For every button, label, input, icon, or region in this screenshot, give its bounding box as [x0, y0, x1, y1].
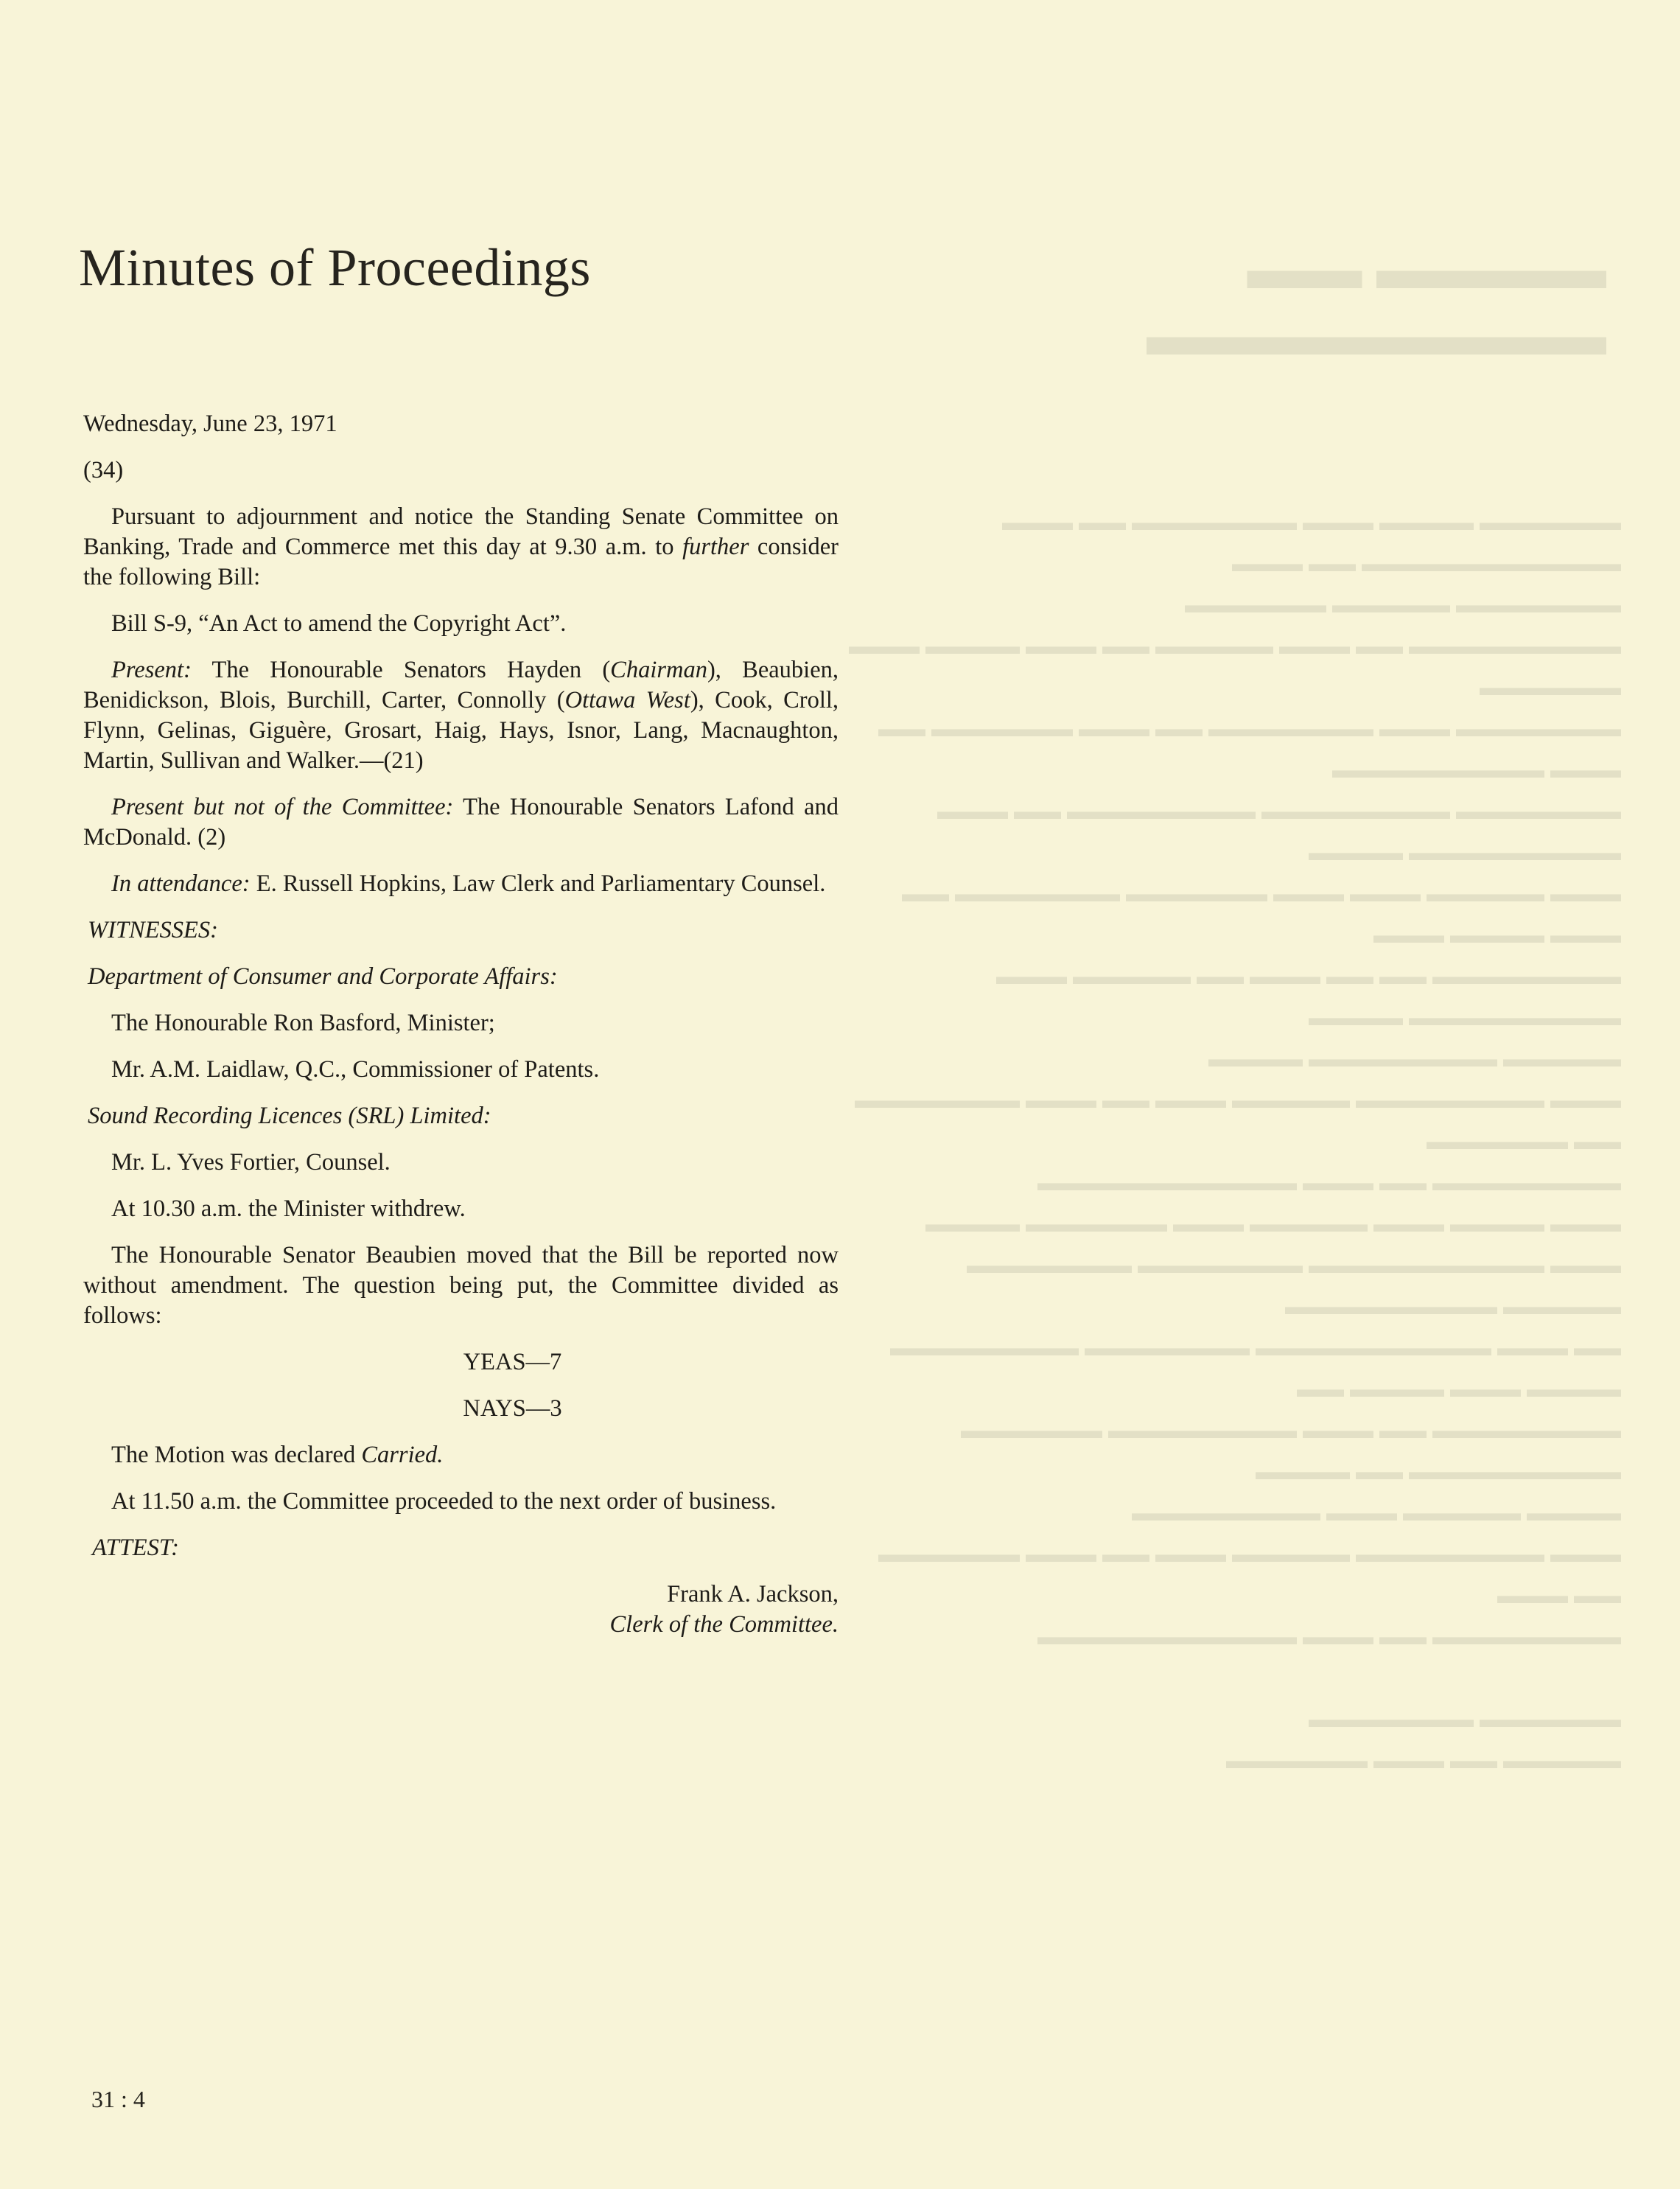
present-text-a: The Honourable Senators Hayden (	[191, 657, 611, 683]
signature-title	[83, 1610, 839, 1640]
intro-paragraph	[83, 502, 839, 593]
signature-name: Frank A. Jackson,	[667, 1581, 839, 1607]
nays-count: NAYS—3	[463, 1395, 562, 1422]
carried-label: Carried.	[361, 1442, 444, 1468]
meeting-date: Wednesday, June 23, 1971	[83, 411, 337, 437]
attendance-paragraph	[83, 869, 839, 899]
chairman-label: Chairman	[610, 657, 707, 683]
declared-paragraph	[83, 1440, 839, 1470]
bill-title: Bill S-9, “An Act to amend the Copyright Act”.	[111, 610, 567, 637]
witness-laidlaw: Mr. A.M. Laidlaw, Q.C., Commissioner of Patents.	[111, 1056, 600, 1083]
motion-paragraph: The Honourable Senator Beaubien moved that the Bill be reported now without amendment. The question being put, the Committee divided as follows:	[83, 1242, 839, 1329]
department-heading: Department of Consumer and Corporate Affairs:	[88, 963, 558, 990]
present-paragraph	[83, 655, 839, 776]
present-text-b: ), Beaubien, Benidickson, Blois, Burchill, Carter, Connolly (	[83, 657, 839, 713]
meeting-number: (34)	[83, 457, 124, 483]
witness-basford: The Honourable Ron Basford, Minister;	[111, 1010, 495, 1036]
yeas-count: YEAS—7	[463, 1349, 562, 1375]
present-text-c: ), Cook, Croll, Flynn, Gelinas, Giguère, Grosart, Haig, Hays, Isnor, Lang, Macnaughton, Martin, Sullivan and Walker.—(21)	[83, 687, 839, 774]
witness-fortier: Mr. L. Yves Fortier, Counsel.	[111, 1149, 391, 1176]
intro-text-a: Pursuant to adjournment and notice the Standing Senate Committee on Banking, Trade and Commerce met this day at 9.30 a.m. to	[83, 503, 839, 560]
present-not-text: The Honourable Senators Lafond and McDonald. (2)	[83, 794, 839, 851]
intro-text-b: consider the following Bill:	[83, 534, 839, 590]
page-number: 31 : 4	[91, 2086, 145, 2112]
next-order-paragraph: At 11.50 a.m. the Committee proceeded to the next order of business.	[111, 1488, 777, 1515]
bleed-through-decoration: ▬▬▬▬ ▬▬ ▬▬▬▬▬▬▬▬ ▬▬▬▬▬▬ ▬▬▬▬ ▬▬▬ ▬▬▬▬▬▬▬ ▬▬ ▬▬▬ ▬▬▬▬▬▬▬▬▬▬▬ ▬▬ ▬▬▬ ▬▬▬▬▬▬▬ ▬▬▬▬▬ ▬▬▬▬▬▬ ▬▬▬▬▬▬▬▬▬ ▬▬ ▬▬▬ ▬▬▬▬▬ ▬▬ ▬▬▬ ▬▬▬▬ ▬▬▬ ▬▬▬▬▬▬ ▬▬▬▬▬▬▬ ▬▬▬ ▬▬▬▬▬▬▬ ▬▬ ▬▬▬ ▬▬▬▬▬▬ ▬▬ ▬▬▬ ▬▬▬▬▬▬▬▬▬ ▬▬▬▬▬▬▬ ▬▬▬▬▬▬▬▬ ▬▬▬▬▬▬▬▬ ▬▬ ▬▬▬ ▬▬▬▬▬▬▬▬▬ ▬▬▬▬ ▬▬▬ ▬▬▬▬▬ ▬▬▬ ▬▬▬ ▬▬▬▬▬▬ ▬▬▬▬▬▬▬ ▬▬ ▬▬▬ ▬▬▬▬ ▬▬▬ ▬▬▬▬▬▬▬▬ ▬▬ ▬▬ ▬▬▬ ▬▬ ▬▬▬▬▬ ▬▬▬ ▬▬▬▬▬▬▬▬▬ ▬▬▬▬ ▬▬▬▬▬ ▬▬▬▬▬▬▬▬ ▬▬▬▬ ▬▬▬ ▬▬▬▬▬▬▬▬ ▬▬▬▬▬ ▬▬▬ ▬▬ ▬▬▬ ▬▬▬▬▬▬▬ ▬▬ ▬▬▬▬▬▬ ▬▬▬▬▬▬▬▬ ▬▬ ▬▬▬ ▬▬▬▬▬▬▬▬▬▬▬ ▬▬▬ ▬▬▬▬ ▬▬▬ ▬▬▬▬▬ ▬▬▬ ▬▬▬▬▬▬ ▬▬▬▬ ▬▬▬ ▬▬▬▬▬▬▬▬▬▬ ▬▬▬▬▬▬▬ ▬▬▬▬▬▬▬ ▬▬▬▬▬ ▬▬▬▬▬▬▬▬▬ ▬▬ ▬▬▬ ▬▬▬▬▬▬▬▬▬▬ ▬▬▬▬▬▬▬ ▬▬▬▬▬▬▬▬ ▬▬▬▬ ▬▬▬ ▬▬▬▬ ▬▬ ▬▬▬▬▬▬▬▬ ▬▬ ▬▬▬ ▬▬▬▬▬▬▬▬ ▬▬▬▬▬▬ ▬▬▬▬▬▬▬▬▬ ▬▬ ▬▬▬▬ ▬▬▬▬ ▬▬▬▬▬ ▬▬▬ ▬▬▬▬▬▬▬▬ ▬▬▬ ▬▬▬▬▬▬▬▬ ▬▬▬▬▬ ▬▬▬ ▬▬ ▬▬▬ ▬▬▬▬▬▬ ▬▬ ▬▬▬ ▬▬▬▬▬▬▬▬ ▬▬ ▬▬▬ ▬▬▬▬▬▬▬▬▬▬▬ ▬▬▬▬▬▬ ▬▬▬▬▬▬▬ ▬▬▬▬▬ ▬▬ ▬▬▬ ▬▬▬▬▬▬	[849, 237, 1621, 1773]
present-label: Present:	[111, 657, 192, 683]
present-not-paragraph	[83, 792, 839, 853]
present-not-label: Present but not of the Committee:	[111, 794, 454, 820]
attendance-label: In attendance:	[111, 870, 251, 897]
signature-title-text: Clerk of the Committee.	[609, 1611, 839, 1638]
intro-emphasis: further	[682, 534, 749, 560]
srl-heading: Sound Recording Licences (SRL) Limited:	[88, 1103, 491, 1129]
minister-withdrew: At 10.30 a.m. the Minister withdrew.	[111, 1195, 466, 1222]
attendance-text: E. Russell Hopkins, Law Clerk and Parliamentary Counsel.	[250, 870, 826, 897]
page-title: Minutes of Proceedings	[79, 238, 591, 297]
minutes-body	[83, 409, 839, 1640]
ottawa-west-label: Ottawa West	[564, 687, 690, 713]
attest-heading: ATTEST:	[92, 1535, 180, 1561]
witnesses-heading: WITNESSES:	[88, 917, 218, 943]
declared-text: The Motion was declared	[111, 1442, 362, 1468]
